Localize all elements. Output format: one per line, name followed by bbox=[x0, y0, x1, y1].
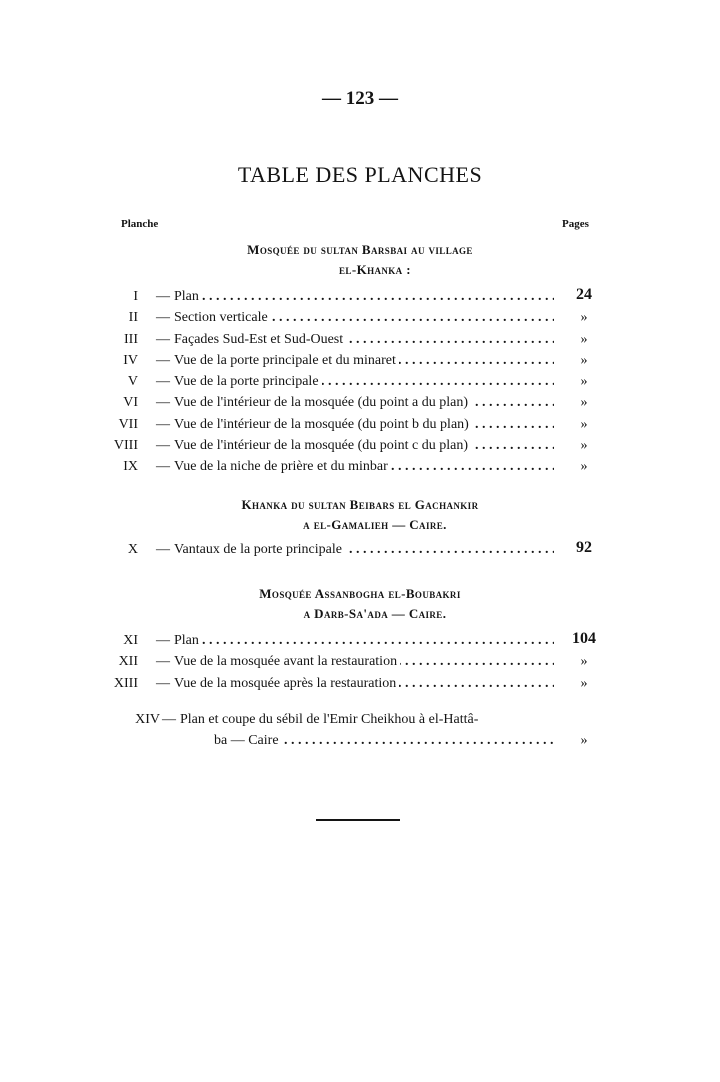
entry-text: Vue de la niche de prière et du minbar bbox=[174, 459, 391, 474]
plate-number: V bbox=[127, 374, 138, 390]
section-heading-line: el-Khanka : bbox=[339, 262, 411, 277]
entry-text: Vue de l'intérieur de la mosquée (du point c du plan) bbox=[174, 438, 471, 453]
plate-number: XIV bbox=[135, 712, 160, 727]
entry-text-container bbox=[174, 654, 554, 670]
entry-text: Vue de la porte principale bbox=[174, 374, 322, 389]
entry-page: » bbox=[580, 416, 588, 432]
entry-text: Section verticale bbox=[174, 310, 271, 325]
column-header-pages: Pages bbox=[562, 218, 589, 230]
section-heading-line: a el-Gamalieh — Caire. bbox=[303, 517, 447, 532]
entry-page: » bbox=[580, 459, 588, 475]
entry-text-container bbox=[174, 676, 554, 692]
entry-text-container bbox=[174, 310, 554, 326]
entry-text: Plan bbox=[174, 633, 202, 648]
list-item bbox=[0, 332, 720, 353]
entry-dash: — bbox=[156, 459, 170, 475]
list-item bbox=[0, 286, 720, 310]
entry-text-container bbox=[174, 289, 554, 305]
entry-dash: — bbox=[156, 310, 170, 326]
plate-number: XIII bbox=[113, 675, 138, 691]
entry-dash: — bbox=[156, 395, 170, 411]
entry-page: 92 bbox=[576, 539, 592, 556]
entry-dash: — bbox=[156, 352, 170, 368]
entry-page: » bbox=[580, 331, 588, 347]
entry-page: » bbox=[580, 654, 588, 670]
plate-number: VI bbox=[123, 395, 138, 411]
plate-number: VII bbox=[118, 416, 138, 432]
entry-page: » bbox=[580, 675, 588, 691]
entry-text-container bbox=[174, 633, 554, 649]
entry-dash: — bbox=[156, 374, 170, 390]
list-item bbox=[0, 539, 720, 563]
entry-page: 24 bbox=[576, 286, 592, 303]
list-item bbox=[0, 395, 720, 416]
section-heading-line: Mosquée Assanbogha el-Boubakri bbox=[259, 586, 461, 601]
entries-sebil bbox=[0, 712, 720, 755]
entry-text: Vue de l'intérieur de la mosquée (du point a du plan) bbox=[174, 395, 471, 410]
entry-dash: — bbox=[156, 289, 170, 304]
entry-text-container bbox=[174, 438, 554, 454]
column-header-planche: Planche bbox=[121, 218, 159, 230]
entry-text-container bbox=[174, 374, 554, 390]
entry-dash: — bbox=[156, 438, 170, 454]
entry-text-container bbox=[174, 395, 554, 411]
plate-number: IX bbox=[123, 459, 138, 475]
entry-text-container bbox=[174, 332, 554, 348]
section-heading-line: a Darb-Sa'ada — Caire. bbox=[303, 606, 447, 621]
entry-text: Façades Sud-Est et Sud-Ouest bbox=[174, 332, 346, 347]
list-item bbox=[0, 712, 720, 733]
list-item bbox=[0, 459, 720, 480]
plate-number: XII bbox=[118, 654, 138, 670]
entry-dash: — bbox=[156, 331, 170, 347]
entry-text: Vue de la mosquée après la restauration bbox=[174, 676, 399, 691]
list-item bbox=[0, 654, 720, 675]
entry-page: » bbox=[580, 310, 588, 326]
list-item bbox=[0, 353, 720, 374]
entries-assanbogha bbox=[0, 630, 720, 697]
section-heading-line: Mosquée du sultan Barsbai au village bbox=[247, 242, 473, 257]
entry-text-container bbox=[174, 542, 554, 558]
list-item bbox=[0, 438, 720, 459]
entries-barsbai bbox=[0, 286, 720, 481]
plate-number: VIII bbox=[113, 438, 138, 454]
page-title: TABLE DES PLANCHES bbox=[237, 162, 483, 187]
entry-page: » bbox=[580, 733, 588, 749]
entry-dash: — bbox=[162, 712, 176, 727]
plate-number: III bbox=[124, 331, 138, 347]
section-heading-beibars bbox=[0, 495, 720, 535]
closing-rule bbox=[316, 819, 400, 821]
list-item bbox=[0, 374, 720, 395]
plate-number: X bbox=[127, 542, 138, 557]
section-heading-barsbai bbox=[0, 240, 720, 280]
plate-number: IV bbox=[123, 352, 138, 368]
entry-page: » bbox=[580, 438, 588, 454]
entry-page: » bbox=[580, 374, 588, 390]
plate-number: I bbox=[133, 289, 138, 304]
entry-text-container bbox=[174, 353, 554, 369]
list-item bbox=[0, 417, 720, 438]
entry-dash: — bbox=[156, 416, 170, 432]
entry-page: » bbox=[580, 352, 588, 368]
section-heading-assanbogha bbox=[0, 584, 720, 624]
list-item bbox=[0, 676, 720, 697]
section-heading-line: Khanka du sultan Beibars el Gachankir bbox=[241, 497, 479, 512]
entry-text: Plan bbox=[174, 289, 202, 304]
entry-dash: — bbox=[156, 654, 170, 670]
entry-text: ba — Caire bbox=[214, 733, 282, 748]
entries-beibars bbox=[0, 539, 720, 563]
entry-page: 104 bbox=[572, 630, 596, 647]
entry-text: Vue de la mosquée avant la restauration bbox=[174, 654, 400, 669]
list-item bbox=[0, 310, 720, 331]
entry-page: » bbox=[580, 395, 588, 411]
entry-text-container bbox=[174, 459, 554, 475]
entry-dash: — bbox=[156, 633, 170, 648]
list-item bbox=[0, 630, 720, 654]
plate-number: II bbox=[128, 310, 138, 326]
entry-text: Vue de la porte principale et du minaret bbox=[174, 353, 399, 368]
plate-number: XI bbox=[123, 633, 138, 648]
entry-text-container bbox=[214, 733, 554, 749]
page-number: — 123 — bbox=[322, 88, 398, 109]
entry-text: Vantaux de la porte principale bbox=[174, 542, 345, 557]
list-item bbox=[0, 733, 720, 754]
entry-text-container bbox=[174, 417, 554, 433]
entry-dash: — bbox=[156, 675, 170, 691]
entry-dash: — bbox=[156, 542, 170, 557]
entry-text: Vue de l'intérieur de la mosquée (du point b du plan) bbox=[174, 417, 472, 432]
entry-text: Plan et coupe du sébil de l'Emir Cheikhou à el-Hattâ- bbox=[180, 712, 479, 727]
